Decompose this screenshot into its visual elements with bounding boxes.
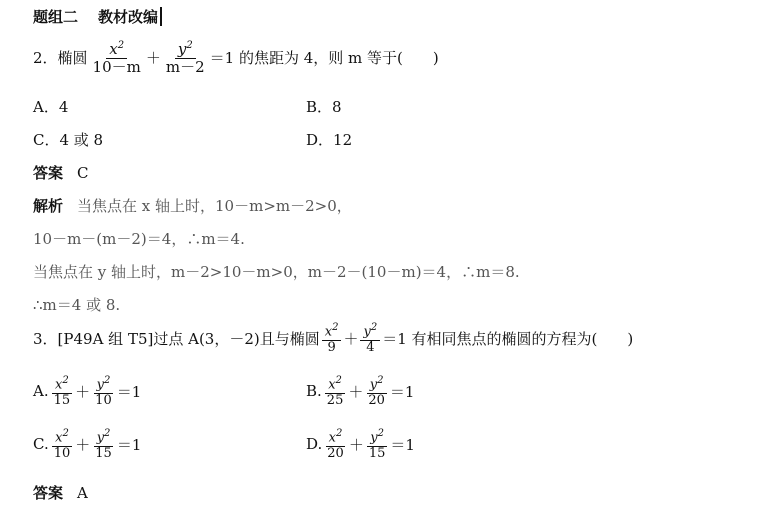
q3-option-d[interactable]: D. $\frac{x^2}{20}$ ＋ $\frac{y^2}{15}$ ＝1	[306, 428, 415, 461]
q2-option-a[interactable]: A．4	[33, 98, 69, 116]
q2-option-c[interactable]: C．4 或 8	[33, 131, 104, 149]
q2-answer-label: 答案	[33, 164, 64, 182]
q2-analysis-3: 当焦点在 y 轴上时，m－2>10－m>0，m－2－(10－m)＝4，∴m＝8.	[33, 263, 520, 281]
section-title: 教材改编	[98, 8, 159, 26]
q2-analysis-1	[33, 195, 352, 216]
q3-tail: ＝1 有相同焦点的椭圆的方程为( )	[382, 329, 634, 348]
q3-option-a[interactable]: A. $\frac{x^2}{15}$ ＋ $\frac{y^2}{10}$ ＝1	[33, 375, 142, 408]
q2-analysis-label: 解析	[33, 197, 64, 215]
q3-answer-value: A	[77, 483, 88, 502]
section-header	[33, 6, 162, 27]
q3-fraction-1: $\frac{x^2}{9}$	[322, 322, 342, 355]
q2-option-d[interactable]: D．12	[306, 131, 353, 149]
group-label: 题组二	[33, 8, 79, 26]
q2-fraction-1: $\frac{x^2}{10-m}$	[92, 40, 141, 76]
q2-answer	[33, 162, 89, 183]
question-3	[33, 322, 633, 355]
q3-option-b[interactable]: B. $\frac{x^2}{25}$ ＋ $\frac{y^2}{20}$ ＝1	[306, 375, 415, 408]
q3-answer	[33, 482, 88, 503]
q2-analysis-4: ∴m＝4 或 8.	[33, 296, 121, 314]
q3-prefix: 3．[P49A 组 T5]过点 A(3，－2)且与椭圆	[33, 329, 320, 348]
q2-analysis-2: 10－m－(m－2)＝4，∴m＝4.	[33, 230, 245, 248]
q3-plus: ＋	[343, 329, 359, 348]
q2-answer-value: C	[77, 163, 89, 182]
q3-option-c[interactable]: C. $\frac{x^2}{10}$ ＋ $\frac{y^2}{15}$ ＝1	[33, 428, 142, 461]
q2-tail: ＝1 的焦距为 4，则 m 等于( )	[209, 49, 439, 67]
q3-answer-label: 答案	[33, 484, 64, 502]
text-cursor	[160, 7, 162, 26]
q2-number: 2．椭圆	[33, 49, 88, 67]
q2-plus: ＋	[145, 49, 161, 67]
q2-option-b[interactable]: B．8	[306, 98, 342, 116]
q2-analysis-text-1: 当焦点在 x 轴上时，10－m>m－2>0，	[77, 197, 352, 215]
question-2	[33, 40, 439, 75]
q3-fraction-2: $\frac{y^2}{4}$	[360, 322, 380, 355]
q2-fraction-2: $\frac{y^2}{m-2}$	[165, 40, 205, 76]
